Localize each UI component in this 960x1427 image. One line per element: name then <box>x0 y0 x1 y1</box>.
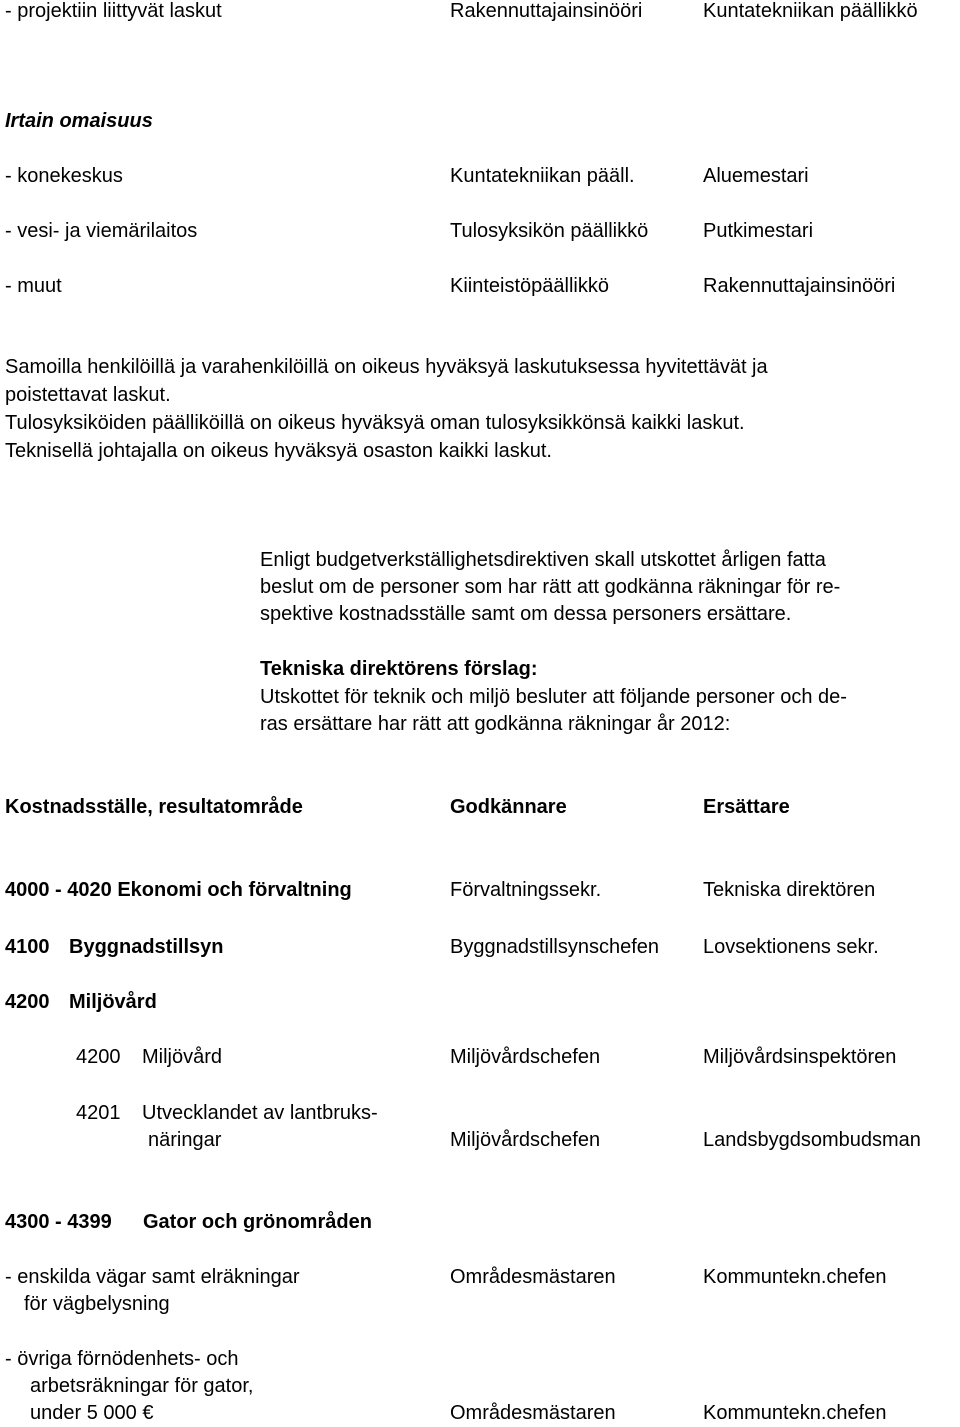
row-4201-name-line2: näringar <box>148 1129 222 1151</box>
row-ovriga-deputy: Kommuntekn.chefen <box>703 1402 887 1424</box>
row-ovriga-line1: - övriga förnödenhets- och <box>5 1348 239 1370</box>
row-vesi-approver: Tulosyksikön päällikkö <box>450 220 649 242</box>
row-4200sub-approver: Miljövårdschefen <box>450 1046 601 1068</box>
proposal-heading: Tekniska direktörens förslag: <box>260 658 538 680</box>
row-4300-code: 4300 - 4399 <box>5 1211 112 1233</box>
row-4100-deputy: Lovsektionens sekr. <box>703 936 879 958</box>
row-konekeskus-deputy: Aluemestari <box>703 165 809 187</box>
row-projektiin-approver: Rakennuttajainsinööri <box>450 0 643 22</box>
row-ovriga-approver: Områdesmästaren <box>450 1402 616 1424</box>
row-projektiin-deputy: Kuntatekniikan päällikkö <box>703 0 918 22</box>
heading-irtain-omaisuus: Irtain omaisuus <box>5 110 153 132</box>
row-4300-name: Gator och grönområden <box>143 1211 372 1233</box>
row-4200sub-code: 4200 <box>76 1046 121 1068</box>
row-4201-code: 4201 <box>76 1102 121 1124</box>
row-4201-name-line1: Utvecklandet av lantbruks- <box>142 1102 378 1124</box>
row-4200sub-name: Miljövård <box>142 1046 223 1068</box>
row-konekeskus-approver: Kuntatekniikan pääll. <box>450 165 635 187</box>
sv-paragraph-line: spektive kostnadsställe samt om dessa personers ersättare. <box>260 603 792 625</box>
row-4201-deputy: Landsbygdsombudsman <box>703 1129 921 1151</box>
row-4201-approver: Miljövårdschefen <box>450 1129 601 1151</box>
table-header-approver: Godkännare <box>450 796 567 818</box>
row-4000-approver: Förvaltningssekr. <box>450 879 602 901</box>
table-header-deputy: Ersättare <box>703 796 790 818</box>
row-ovriga-line2: arbetsräkningar för gator, <box>30 1375 254 1397</box>
row-4200-name: Miljövård <box>69 991 157 1013</box>
proposal-line: ras ersättare har rätt att godkänna räkningar år 2012: <box>260 713 731 735</box>
row-ovriga-amount: under 5 000 <box>30 1402 137 1424</box>
row-enskilda-line2: för vägbelysning <box>24 1293 170 1315</box>
row-4100-code: 4100 <box>5 936 50 958</box>
euro-icon: € <box>142 1402 154 1424</box>
fi-paragraph-line: poistettavat laskut. <box>5 384 171 406</box>
row-vesi-deputy: Putkimestari <box>703 220 814 242</box>
sv-paragraph-line: beslut om de personer som har rätt att godkänna räkningar för re- <box>260 576 841 598</box>
fi-paragraph-line: Tulosyksiköiden päälliköillä on oikeus hyväksyä oman tulosyksikkönsä kaikki laskut. <box>5 412 745 434</box>
row-4000-deputy: Tekniska direktören <box>703 879 876 901</box>
row-enskilda-line1: - enskilda vägar samt elräkningar <box>5 1266 300 1288</box>
row-projektiin-label: - projektiin liittyvät laskut <box>5 0 222 22</box>
fi-paragraph-line: Teknisellä johtajalla on oikeus hyväksyä osaston kaikki laskut. <box>5 440 552 462</box>
row-konekeskus-label: - konekeskus <box>5 165 123 187</box>
row-4100-approver: Byggnadstillsynschefen <box>450 936 660 958</box>
row-muut-deputy: Rakennuttajainsinööri <box>703 275 896 297</box>
row-enskilda-approver: Områdesmästaren <box>450 1266 616 1288</box>
row-muut-approver: Kiinteistöpäällikkö <box>450 275 609 297</box>
table-header-cost-center: Kostnadsställe, resultatområde <box>5 796 303 818</box>
row-4000-label: 4000 - 4020 Ekonomi och förvaltning <box>5 879 352 901</box>
proposal-line: Utskottet för teknik och miljö besluter att följande personer och de- <box>260 686 847 708</box>
row-4100-name: Byggnadstillsyn <box>69 936 224 958</box>
row-4200sub-deputy: Miljövårdsinspektören <box>703 1046 897 1068</box>
row-4200-code: 4200 <box>5 991 50 1013</box>
row-muut-label: - muut <box>5 275 62 297</box>
fi-paragraph-line: Samoilla henkilöillä ja varahenkilöillä on oikeus hyväksyä laskutuksessa hyvitettävät ja <box>5 356 768 378</box>
row-vesi-label: - vesi- ja viemärilaitos <box>5 220 198 242</box>
row-enskilda-deputy: Kommuntekn.chefen <box>703 1266 887 1288</box>
sv-paragraph-line: Enligt budgetverkställighetsdirektiven skall utskottet årligen fatta <box>260 549 826 571</box>
